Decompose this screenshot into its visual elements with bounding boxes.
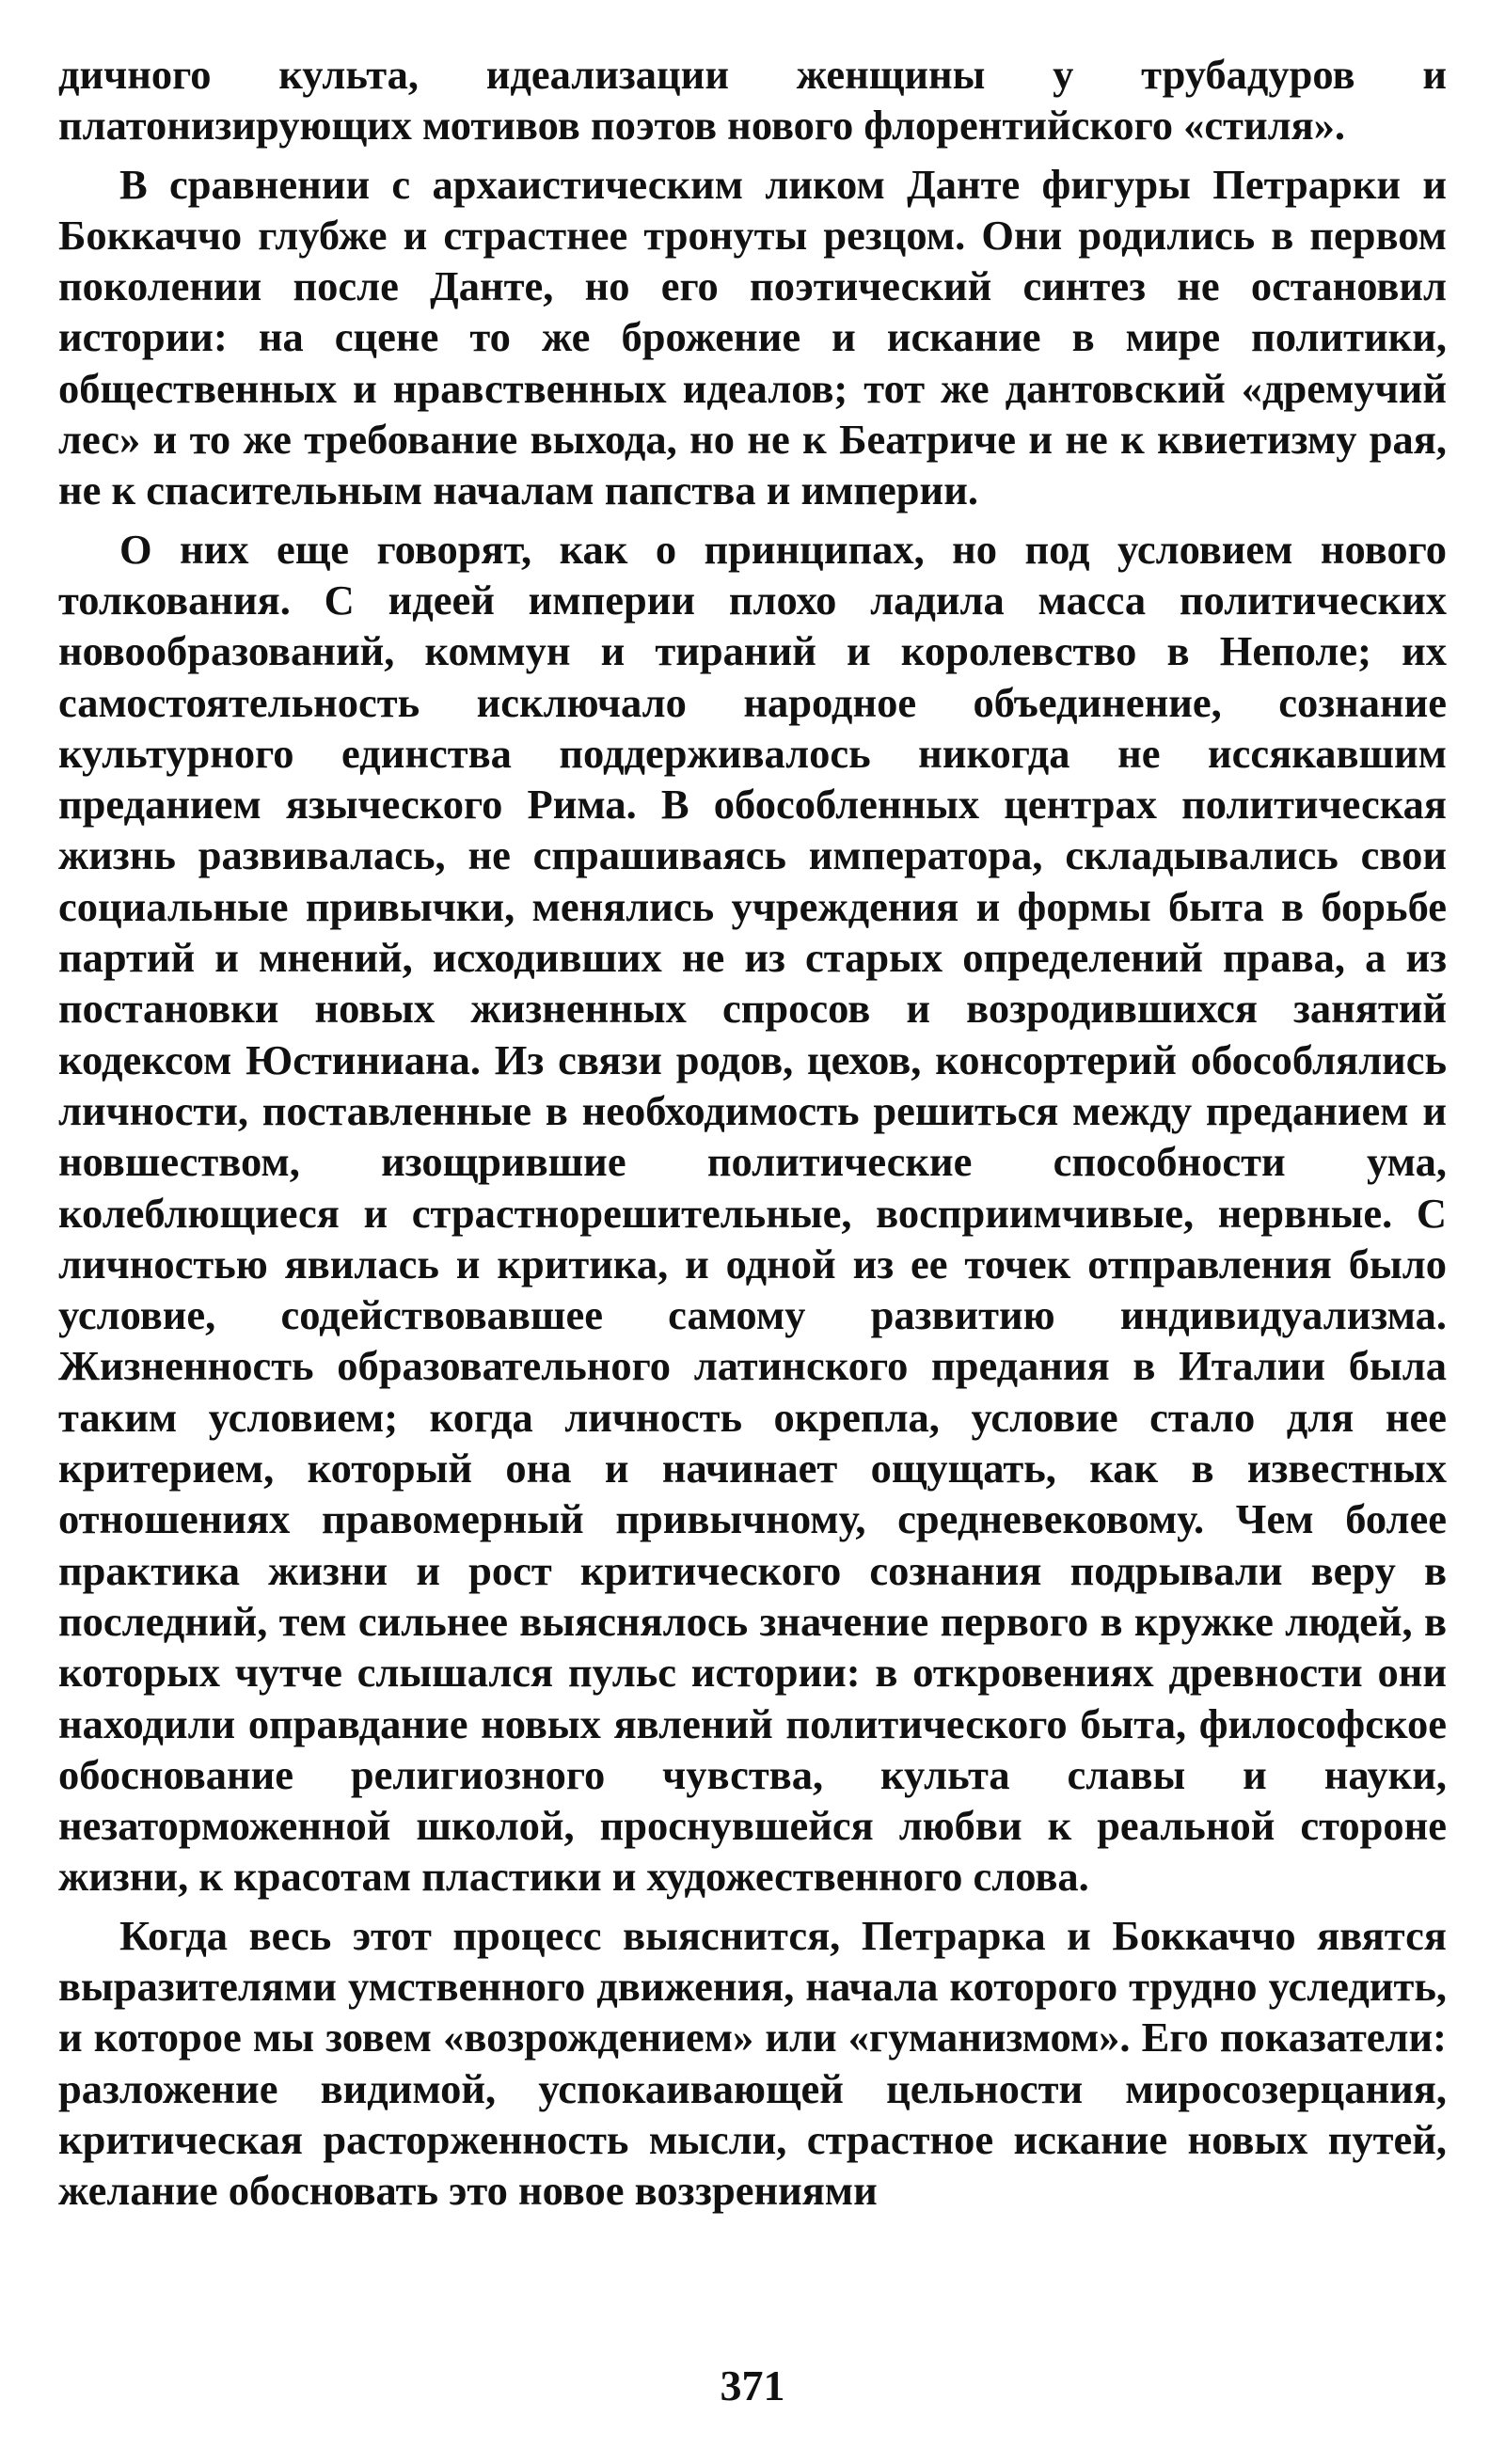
paragraph: О них еще говорят, как о принципах, но под условием нового толкования. С идеей империи плохо ладила масса политических новообразований, коммун и тираний и королевство в Неполе; их самостоятельность исключало народное объединение, сознание культурного единства поддерживалось никогда не иссякавшим преданием языческого Рима. В обособленных центрах политическая жизнь развивалась, не спрашиваясь императора, складывались свои социальные привычки, менялись учреждения и формы быта в борьбе партий и мнений, исходивших не из старых определений права, а из постановки новых жизненных спросов и возродившихся занятий кодексом Юстиниана. Из связи родов, цехов, консортерий обособлялись личности, поставленные в необходимость решиться между преданием и новшеством, изощрившие политические способности ума, колеблющиеся и страстнорешительные, восприимчивые, нервные. С личностью явилась и критика, и одной из ее точек отправления было условие, содействовавшее самому развитию индивидуализма. Жизненность образовательного латинского предания в Италии была таким условием; когда личность окрепла, условие стало для нее критерием, который она и начинает ощущать, как в известных отношениях правомерный привычному, средневековому. Чем более практика жизни и рост критического сознания подрывали веру в последний, тем сильнее выяснялось значение первого в кружке людей, в которых чутче слышался пульс истории: в откровениях древности они находили оправдание новых явлений политического быта, философское обоснование религиозного чувства, культа славы и науки, незаторможенной школой, проснувшейся любви к реальной стороне жизни, к красотам пластики и художественного слова. (58, 525, 1447, 1901)
paragraph: Когда весь этот процесс выяснится, Петрарка и Боккаччо явятся выразителями умственного движения, начала которого трудно уследить, и которое мы зовем «возрождением» или «гуманизмом». Его показатели: разложение видимой, успокаивающей цельности миросозерцания, критическая расторженность мысли, страстное искание новых путей, желание обосновать это новое воззрениями (58, 1911, 1447, 2215)
paragraph-continuation: дичного культа, идеализации женщины у трубадуров и платонизирующих мотивов поэтов нового флорентийского «стиля». (58, 51, 1447, 150)
paragraph: В сравнении с архаистическим ликом Данте фигуры Петрарки и Боккаччо глубже и страстнее тронуты резцом. Они родились в первом поколении после Данте, но его поэтический синтез не остановил истории: на сцене то же брожение и искание в мире политики, общественных и нравственных идеалов; тот же дантовский «дремучий лес» и то же требование выхода, но не к Беатриче и не к квиетизму рая, не к спасительным началам папства и империи. (58, 160, 1447, 514)
page-body (58, 49, 1447, 2216)
page-number: 371 (720, 2361, 785, 2409)
